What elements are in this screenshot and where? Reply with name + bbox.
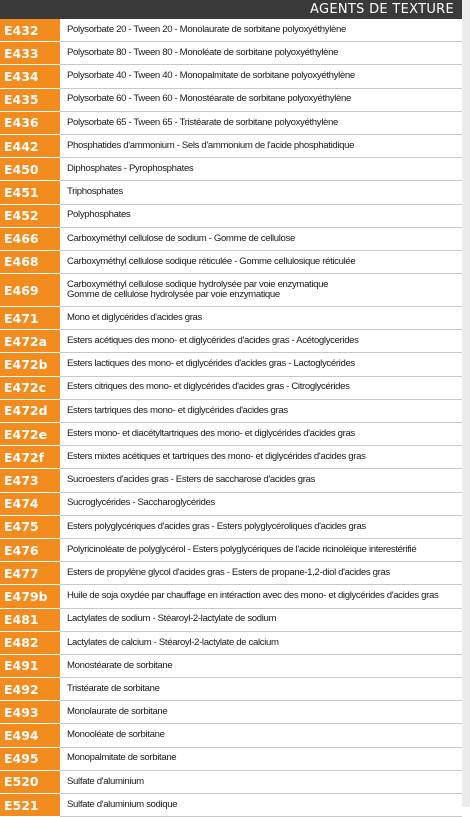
description-line: Gomme de cellulose hydrolysée par voie enzymatique (67, 289, 280, 301)
additive-code: E481 (0, 609, 60, 632)
description-line: Esters lactiques des mono- et diglycérides d'acides gras - Lactoglycérides (67, 358, 355, 370)
description-line: Sucroglycérides - Saccharoglycérides (67, 497, 215, 509)
additive-description (60, 181, 462, 203)
additive-code: E474 (0, 493, 60, 516)
additive-code: E434 (0, 65, 60, 88)
description-line: Carboxyméthyl cellulose de sodium - Gomme de cellulose (67, 232, 295, 244)
description-line: Monooléate de sorbitane (67, 729, 165, 741)
additive-code: E472a (0, 330, 60, 353)
additive-description (60, 42, 462, 64)
additive-code: E450 (0, 158, 60, 181)
table-row (0, 42, 462, 65)
additive-description (60, 251, 462, 273)
table-row (0, 330, 462, 353)
additive-code: E473 (0, 469, 60, 492)
description-line: Esters mono- et diacétyltartriques des mono- et diglycérides d'acides gras (67, 427, 355, 439)
additive-description (60, 794, 462, 816)
additive-description (60, 678, 462, 700)
additive-description (60, 377, 462, 399)
description-line: Sulfate d'aluminium (67, 775, 144, 787)
additive-description (60, 205, 462, 227)
description-line: Triphosphates (67, 186, 123, 198)
additive-code: E472b (0, 353, 60, 376)
additive-description (60, 400, 462, 422)
description-line: Esters mixtes acétiques et tartriques des mono- et diglycérides d'acides gras (67, 451, 366, 463)
additive-code: E436 (0, 112, 60, 135)
description-line: Monopalmitate de sorbitane (67, 752, 177, 764)
additive-code: E482 (0, 632, 60, 655)
table-row (0, 205, 462, 228)
additive-description (60, 562, 462, 584)
description-line: Mono et diglycérides d'acides gras (67, 311, 202, 323)
additive-code: E491 (0, 655, 60, 678)
table-row (0, 655, 462, 678)
table-row (0, 678, 462, 701)
additive-code: E493 (0, 701, 60, 724)
table-row (0, 423, 462, 446)
additive-code: E442 (0, 135, 60, 158)
table-row (0, 539, 462, 562)
additive-code: E451 (0, 181, 60, 204)
table-row (0, 748, 462, 771)
description-line: Polyphosphates (67, 209, 131, 221)
table-row (0, 158, 462, 181)
additive-code: E472f (0, 446, 60, 469)
additive-code: E472d (0, 400, 60, 423)
table-row (0, 585, 462, 608)
additive-code: E472e (0, 423, 60, 446)
description-line: Polysorbate 80 - Tween 80 - Monoléate de sorbitane polyoxyéthylène (67, 47, 339, 59)
table-row (0, 65, 462, 88)
additive-description (60, 469, 462, 491)
section-header: AGENTS DE TEXTURE (0, 0, 462, 19)
additive-description (60, 307, 462, 329)
table-row (0, 377, 462, 400)
description-line: Polyricinoléate de polyglycérol - Esters polyglycériques de l'acide ricinoléique interestérifié (67, 543, 417, 555)
description-line: Monostéarate de sorbitane (67, 659, 173, 671)
additive-description (60, 724, 462, 746)
description-line: Carboxyméthyl cellulose sodique hydrolysée par voie enzymatique (67, 278, 329, 290)
additive-code: E432 (0, 19, 60, 42)
additive-code: E472c (0, 377, 60, 400)
description-line: Esters tartriques des mono- et diglycérides d'acides gras (67, 404, 288, 416)
description-line: Esters de propylène glycol d'acides gras - Esters de propane-1,2-diol d'acides gras (67, 566, 390, 578)
additive-description (60, 158, 462, 180)
additive-description (60, 516, 462, 538)
additive-description (60, 748, 462, 770)
additive-code: E475 (0, 516, 60, 539)
additive-code: E495 (0, 748, 60, 771)
table-row (0, 135, 462, 158)
table-row (0, 228, 462, 251)
page-edge (462, 0, 470, 807)
additive-description (60, 112, 462, 134)
table-row (0, 493, 462, 516)
table-row (0, 469, 462, 492)
description-line: Esters acétiques des mono- et diglycérides d'acides gras - Acétoglycerides (67, 335, 359, 347)
additive-description (60, 771, 462, 793)
table-row (0, 771, 462, 794)
additives-table (0, 19, 462, 817)
additive-description (60, 423, 462, 445)
additive-code: E466 (0, 228, 60, 251)
table-row (0, 274, 462, 307)
additive-code: E479b (0, 585, 60, 608)
description-line: Lactylates de calcium - Stéaroyl-2-lactylate de calcium (67, 636, 279, 648)
additive-description (60, 135, 462, 157)
table-row (0, 701, 462, 724)
additive-code: E494 (0, 724, 60, 747)
additive-code: E476 (0, 539, 60, 562)
description-line: Carboxyméthyl cellulose sodique réticulée - Gomme cellulosique réticulée (67, 255, 356, 267)
additive-code: E435 (0, 89, 60, 112)
additive-code: E477 (0, 562, 60, 585)
description-line: Polysorbate 20 - Tween 20 - Monolaurate de sorbitane polyoxyéthylène (67, 23, 346, 35)
additive-description (60, 274, 462, 306)
additive-code: E452 (0, 205, 60, 228)
description-line: Phosphatides d'ammonium - Sels d'ammonium de l'acide phosphatidique (67, 139, 355, 151)
additive-code: E469 (0, 274, 60, 307)
description-line: Esters citriques des mono- et diglycérides d'acides gras - Citroglycérides (67, 381, 350, 393)
table-row (0, 307, 462, 330)
table-row (0, 251, 462, 274)
table-row (0, 400, 462, 423)
additive-description (60, 493, 462, 515)
additive-description (60, 655, 462, 677)
description-line: Esters polyglycériques d'acides gras - Esters polyglycéroliques d'acides gras (67, 520, 366, 532)
additive-description (60, 539, 462, 561)
additive-description (60, 446, 462, 468)
table-row (0, 19, 462, 42)
description-line: Diphosphates - Pyrophosphates (67, 162, 194, 174)
additive-code: E492 (0, 678, 60, 701)
description-line: Polysorbate 60 - Tween 60 - Monostéarate de sorbitane polyoxyéthylène (67, 93, 351, 105)
additive-description (60, 330, 462, 352)
description-line: Polysorbate 40 - Tween 40 - Monopalmitate de sorbitane polyoxyéthylène (67, 70, 355, 82)
table-row (0, 112, 462, 135)
table-row (0, 446, 462, 469)
description-line: Monolaurate de sorbitane (67, 706, 168, 718)
table-row (0, 632, 462, 655)
table-row (0, 562, 462, 585)
additive-description (60, 228, 462, 250)
description-line: Tristéarate de sorbitane (67, 682, 160, 694)
table-row (0, 516, 462, 539)
additive-description (60, 609, 462, 631)
table-row (0, 724, 462, 747)
additive-description (60, 632, 462, 654)
additive-description (60, 701, 462, 723)
table-row (0, 89, 462, 112)
description-line: Huile de soja oxydée par chauffage en intéraction avec des mono- et diglycérides d'acides gras (67, 590, 439, 602)
description-line: Lactylates de sodium - Stéaroyl-2-lactylate de sodium (67, 613, 277, 625)
description-line: Sucroesters d'acides gras - Esters de saccharose d'acides gras (67, 474, 316, 486)
table-row (0, 181, 462, 204)
additive-description (60, 65, 462, 87)
additive-code: E433 (0, 42, 60, 65)
table-row (0, 353, 462, 376)
description-line: Polysorbate 65 - Tween 65 - Tristéarate de sorbitane polyoxyéthylène (67, 116, 338, 128)
table-row (0, 794, 462, 817)
additive-description (60, 585, 462, 607)
additive-code: E468 (0, 251, 60, 274)
additive-description (60, 19, 462, 41)
additive-code: E471 (0, 307, 60, 330)
description-line: Sulfate d'aluminium sodique (67, 798, 178, 810)
table-row (0, 609, 462, 632)
additive-code: E521 (0, 794, 60, 817)
additive-code: E520 (0, 771, 60, 794)
additive-description (60, 353, 462, 375)
additive-description (60, 89, 462, 111)
